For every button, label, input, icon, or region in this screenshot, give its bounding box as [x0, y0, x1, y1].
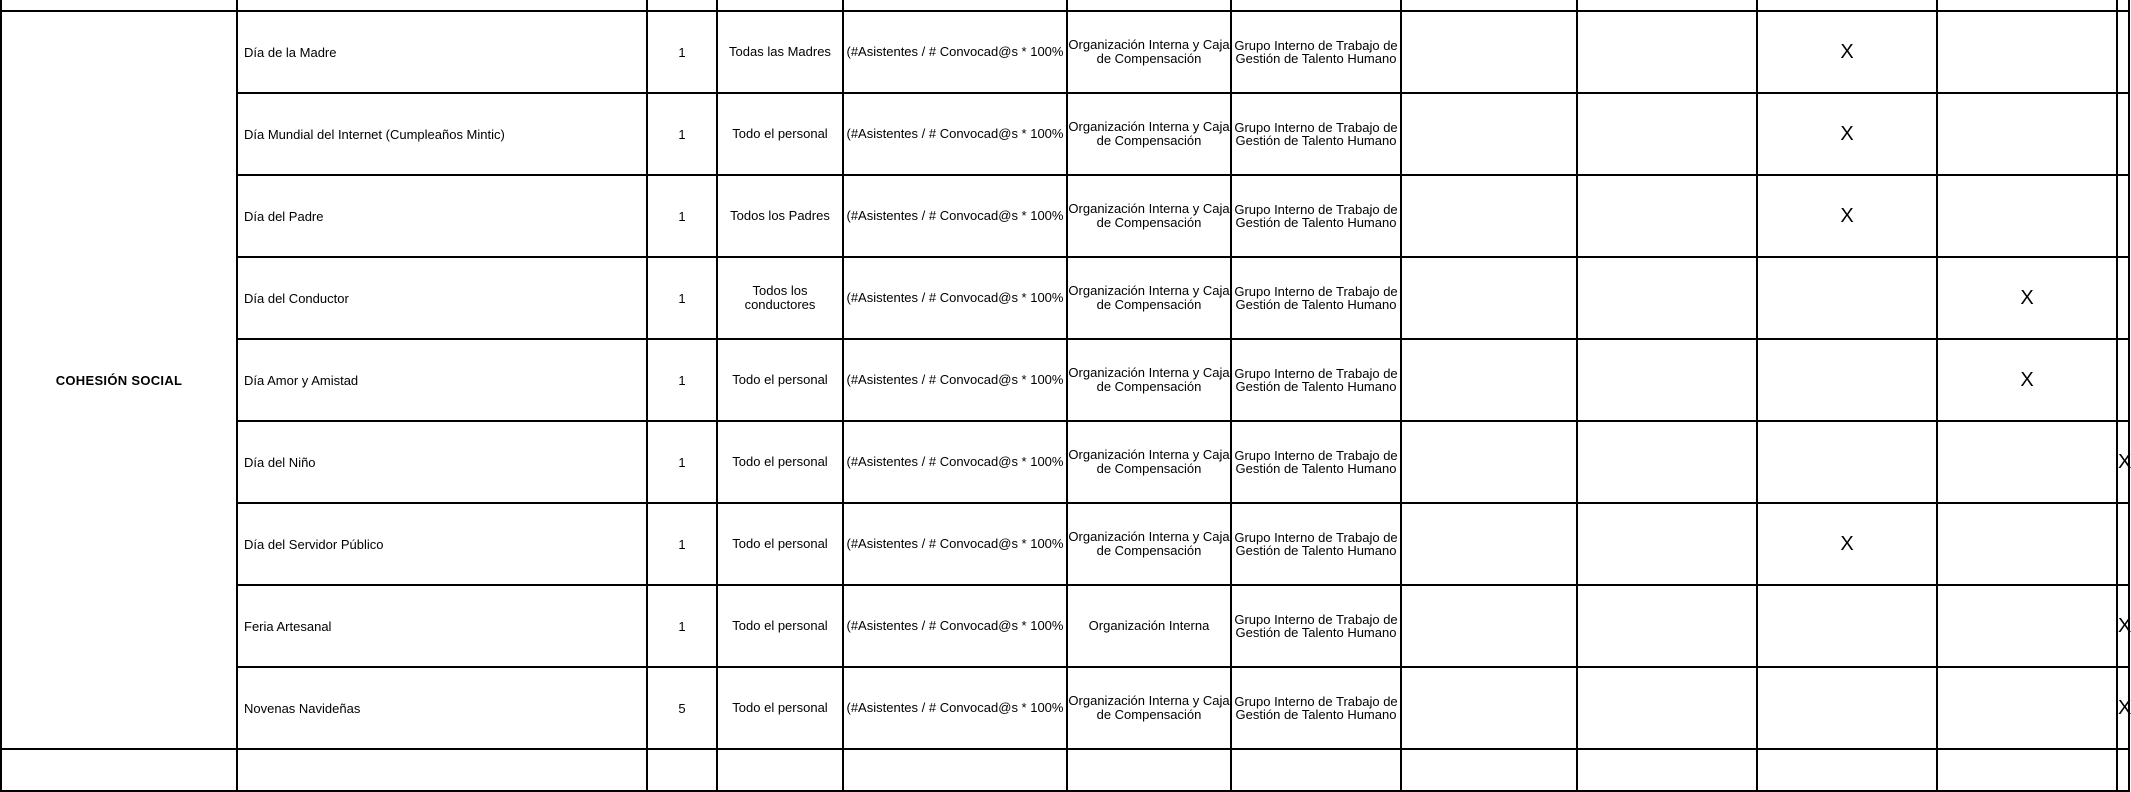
quantity-cell: 1: [647, 93, 717, 175]
mark-cell: [1401, 175, 1577, 257]
indicator-cell: (#Asistentes / # Convocad@s * 100%: [843, 257, 1067, 339]
mark-cell: X: [1757, 11, 1937, 93]
mark-cell: [2117, 503, 2129, 585]
table-body: [1, 0, 2129, 791]
activity-cell: Feria Artesanal: [237, 585, 647, 667]
mark-cell: [1757, 667, 1937, 749]
bottom-cell: [1937, 749, 2117, 791]
group-cell: Grupo Interno de Trabajo de Gestión de Talento Humano: [1231, 339, 1401, 421]
bottom-cell: [1231, 749, 1401, 791]
group-cell: Grupo Interno de Trabajo de Gestión de Talento Humano: [1231, 667, 1401, 749]
mark-cell: [1577, 11, 1757, 93]
mark-cell: [1401, 421, 1577, 503]
activity-cell: Día del Servidor Público: [237, 503, 647, 585]
mark-cell: [1401, 503, 1577, 585]
mark-cell: [2117, 257, 2129, 339]
indicator-cell: (#Asistentes / # Convocad@s * 100%: [843, 11, 1067, 93]
population-cell: Todo el personal: [717, 667, 843, 749]
responsible-cell: Organización Interna: [1067, 585, 1231, 667]
mark-cell: X: [1757, 93, 1937, 175]
table-row: [1, 339, 2129, 421]
bottom-cell: [843, 749, 1067, 791]
top-cell: [717, 0, 843, 11]
mark-cell: [1401, 93, 1577, 175]
population-cell: Todo el personal: [717, 339, 843, 421]
mark-cell: [1937, 585, 2117, 667]
bottom-cell: [1, 749, 237, 791]
bottom-cell: [237, 749, 647, 791]
mark-cell: [1937, 175, 2117, 257]
indicator-cell: (#Asistentes / # Convocad@s * 100%: [843, 93, 1067, 175]
population-cell: Todas las Madres: [717, 11, 843, 93]
mark-cell: X: [2117, 421, 2129, 503]
mark-cell: [1577, 667, 1757, 749]
table-row: [1, 503, 2129, 585]
top-cell: [1, 0, 237, 11]
mark-cell: [2117, 175, 2129, 257]
top-cell: [2117, 0, 2129, 11]
indicator-cell: (#Asistentes / # Convocad@s * 100%: [843, 667, 1067, 749]
bottom-cell: [1577, 749, 1757, 791]
mark-cell: [2117, 339, 2129, 421]
group-cell: Grupo Interno de Trabajo de Gestión de Talento Humano: [1231, 11, 1401, 93]
quantity-cell: 1: [647, 11, 717, 93]
population-cell: Todos los Padres: [717, 175, 843, 257]
mark-cell: [1577, 503, 1757, 585]
mark-cell: [1757, 585, 1937, 667]
mark-cell: [1401, 667, 1577, 749]
activity-cell: Día del Conductor: [237, 257, 647, 339]
bottom-cell: [1401, 749, 1577, 791]
top-partial-row: [1, 0, 2129, 11]
table-row: [1, 585, 2129, 667]
activity-cell: Día de la Madre: [237, 11, 647, 93]
mark-cell: [1401, 257, 1577, 339]
mark-cell: [1401, 339, 1577, 421]
bottom-cell: [717, 749, 843, 791]
mark-cell: [1401, 585, 1577, 667]
activity-cell: Novenas Navideñas: [237, 667, 647, 749]
responsible-cell: Organización Interna y Caja de Compensación: [1067, 93, 1231, 175]
mark-cell: [1757, 257, 1937, 339]
table-row: [1, 667, 2129, 749]
top-cell: [1231, 0, 1401, 11]
mark-cell: [1401, 11, 1577, 93]
mark-cell: [1937, 667, 2117, 749]
mark-cell: [1937, 93, 2117, 175]
category-label: COHESIÓN SOCIAL: [1, 11, 237, 749]
table-row: [1, 11, 2129, 93]
table-row: [1, 421, 2129, 503]
responsible-cell: Organización Interna y Caja de Compensación: [1067, 257, 1231, 339]
indicator-cell: (#Asistentes / # Convocad@s * 100%: [843, 175, 1067, 257]
group-cell: Grupo Interno de Trabajo de Gestión de Talento Humano: [1231, 421, 1401, 503]
quantity-cell: 1: [647, 421, 717, 503]
mark-cell: [1577, 175, 1757, 257]
bottom-cell: [647, 749, 717, 791]
top-cell: [843, 0, 1067, 11]
mark-cell: [1937, 503, 2117, 585]
population-cell: Todo el personal: [717, 421, 843, 503]
mark-cell: X: [2117, 585, 2129, 667]
responsible-cell: Organización Interna y Caja de Compensación: [1067, 11, 1231, 93]
top-cell: [237, 0, 647, 11]
quantity-cell: 1: [647, 175, 717, 257]
responsible-cell: Organización Interna y Caja de Compensación: [1067, 667, 1231, 749]
mark-cell: X: [1937, 339, 2117, 421]
group-cell: Grupo Interno de Trabajo de Gestión de Talento Humano: [1231, 175, 1401, 257]
mark-cell: [2117, 93, 2129, 175]
mark-cell: [1937, 11, 2117, 93]
mark-cell: X: [1937, 257, 2117, 339]
mark-cell: [1577, 93, 1757, 175]
population-cell: Todos los conductores: [717, 257, 843, 339]
bottom-cell: [2117, 749, 2129, 791]
responsible-cell: Organización Interna y Caja de Compensación: [1067, 503, 1231, 585]
top-cell: [1937, 0, 2117, 11]
bottom-cell: [1067, 749, 1231, 791]
table-row: [1, 93, 2129, 175]
top-cell: [1577, 0, 1757, 11]
population-cell: Todo el personal: [717, 93, 843, 175]
top-cell: [1757, 0, 1937, 11]
activity-cell: Día del Padre: [237, 175, 647, 257]
quantity-cell: 1: [647, 503, 717, 585]
activity-cell: Día Mundial del Internet (Cumpleaños Mintic): [237, 93, 647, 175]
mark-cell: [1757, 421, 1937, 503]
bottom-partial-row: [1, 749, 2129, 791]
quantity-cell: 1: [647, 339, 717, 421]
group-cell: Grupo Interno de Trabajo de Gestión de Talento Humano: [1231, 93, 1401, 175]
top-cell: [1067, 0, 1231, 11]
responsible-cell: Organización Interna y Caja de Compensación: [1067, 175, 1231, 257]
population-cell: Todo el personal: [717, 585, 843, 667]
quantity-cell: 1: [647, 257, 717, 339]
table-row: [1, 175, 2129, 257]
mark-cell: X: [1757, 175, 1937, 257]
responsible-cell: Organización Interna y Caja de Compensación: [1067, 421, 1231, 503]
activity-cell: Día del Niño: [237, 421, 647, 503]
group-cell: Grupo Interno de Trabajo de Gestión de Talento Humano: [1231, 585, 1401, 667]
quantity-cell: 5: [647, 667, 717, 749]
mark-cell: [1577, 421, 1757, 503]
mark-cell: X: [1757, 503, 1937, 585]
indicator-cell: (#Asistentes / # Convocad@s * 100%: [843, 339, 1067, 421]
group-cell: Grupo Interno de Trabajo de Gestión de Talento Humano: [1231, 503, 1401, 585]
mark-cell: [1577, 585, 1757, 667]
mark-cell: [1577, 257, 1757, 339]
top-cell: [1401, 0, 1577, 11]
bottom-cell: [1757, 749, 1937, 791]
group-cell: Grupo Interno de Trabajo de Gestión de Talento Humano: [1231, 257, 1401, 339]
activity-cell: Día Amor y Amistad: [237, 339, 647, 421]
quantity-cell: 1: [647, 585, 717, 667]
responsible-cell: Organización Interna y Caja de Compensación: [1067, 339, 1231, 421]
indicator-cell: (#Asistentes / # Convocad@s * 100%: [843, 585, 1067, 667]
mark-cell: [1577, 339, 1757, 421]
mark-cell: X: [2117, 667, 2129, 749]
mark-cell: [1937, 421, 2117, 503]
indicator-cell: (#Asistentes / # Convocad@s * 100%: [843, 421, 1067, 503]
mark-cell: [2117, 11, 2129, 93]
indicator-cell: (#Asistentes / # Convocad@s * 100%: [843, 503, 1067, 585]
mark-cell: [1757, 339, 1937, 421]
population-cell: Todo el personal: [717, 503, 843, 585]
table-row: [1, 257, 2129, 339]
top-cell: [647, 0, 717, 11]
